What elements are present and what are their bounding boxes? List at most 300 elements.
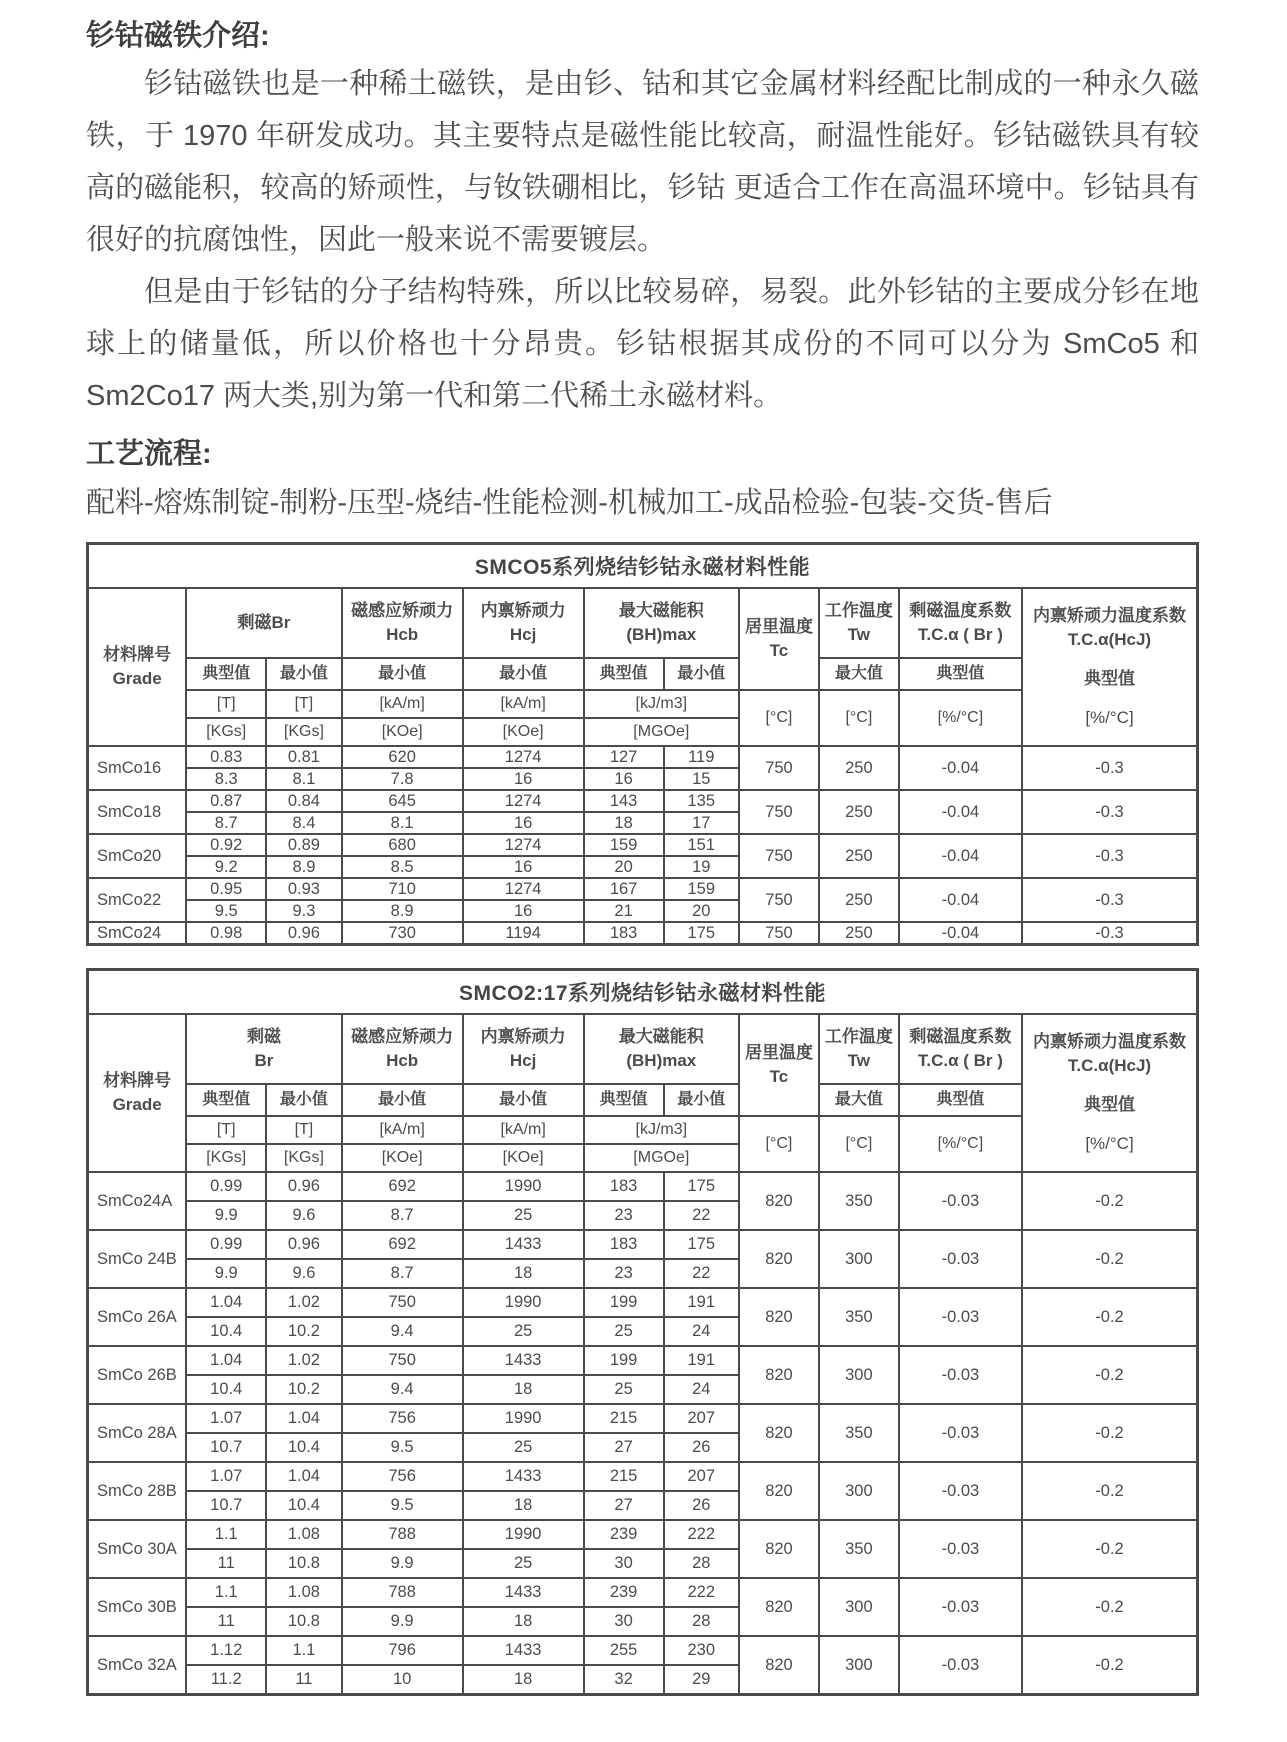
header-cell: 磁感应矫顽力 Hcb xyxy=(342,588,463,658)
table-row xyxy=(88,790,1198,812)
unit-cell: [MGOe] xyxy=(584,718,739,746)
value-cell: 0.87 xyxy=(186,790,266,812)
unit-cell: [T] xyxy=(186,690,266,718)
value-cell: 788 xyxy=(342,1578,463,1607)
unit-cell: [kJ/m3] xyxy=(584,1116,739,1144)
value-cell: 26 xyxy=(664,1433,739,1462)
value-cell: 8.9 xyxy=(342,900,463,922)
value-cell: 167 xyxy=(584,878,664,900)
value-cell: 215 xyxy=(584,1462,664,1491)
value-cell: 1990 xyxy=(463,1288,584,1317)
value-cell: -0.03 xyxy=(899,1578,1022,1636)
value-cell: -0.2 xyxy=(1022,1172,1197,1230)
value-cell: 0.89 xyxy=(266,834,341,856)
value-cell: 620 xyxy=(342,746,463,768)
table-row xyxy=(88,1404,1198,1433)
header-cell: 剩磁 Br xyxy=(186,1014,341,1084)
value-cell: 9.9 xyxy=(342,1549,463,1578)
value-cell: 16 xyxy=(463,768,584,790)
smco2-17-performance-table xyxy=(86,968,1199,1696)
value-cell: 0.98 xyxy=(186,922,266,945)
unit-cell: [T] xyxy=(266,690,341,718)
value-cell: 199 xyxy=(584,1346,664,1375)
value-cell: 350 xyxy=(819,1288,899,1346)
subheader-cell: 典型值 xyxy=(584,1084,664,1116)
value-cell: 10.7 xyxy=(186,1433,266,1462)
subheader-cell: 最小值 xyxy=(342,1084,463,1116)
value-cell: 9.6 xyxy=(266,1201,341,1230)
value-cell: 710 xyxy=(342,878,463,900)
smco5-performance-table xyxy=(86,542,1199,946)
value-cell: -0.2 xyxy=(1022,1404,1197,1462)
subheader-cell: 最小值 xyxy=(463,1084,584,1116)
value-cell: 24 xyxy=(664,1317,739,1346)
value-cell: 8.4 xyxy=(266,812,341,834)
unit-cell: [KGs] xyxy=(266,718,341,746)
value-cell: 1.08 xyxy=(266,1520,341,1549)
value-cell: -0.2 xyxy=(1022,1230,1197,1288)
unit-cell: [kA/m] xyxy=(463,690,584,718)
value-cell: 10.4 xyxy=(266,1491,341,1520)
value-cell: 10.7 xyxy=(186,1491,266,1520)
subheader-cell: 最小值 xyxy=(664,1084,739,1116)
value-cell: 222 xyxy=(664,1578,739,1607)
intro-paragraph-1: 钐钴磁铁也是一种稀土磁铁，是由钐、钴和其它金属材料经配比制成的一种永久磁铁，于 1970 年研发成功。其主要特点是磁性能比较高，耐温性能好。钐钴磁铁具有较高的磁能积，较高的矫顽性，与钕铁硼相比，钐钴 更适合工作在高温环境中。钐钴具有很好的抗腐蚀性，因此一般来说不需要镀层。 xyxy=(86,68,1199,256)
value-cell: 30 xyxy=(584,1607,664,1636)
value-cell: 0.99 xyxy=(186,1230,266,1259)
value-cell: 820 xyxy=(739,1172,819,1230)
value-cell: 9.5 xyxy=(342,1433,463,1462)
value-cell: 300 xyxy=(819,1462,899,1520)
value-cell: 350 xyxy=(819,1404,899,1462)
value-cell: 30 xyxy=(584,1549,664,1578)
subheader-cell: 典型值 xyxy=(899,658,1022,690)
unit-cell: [KGs] xyxy=(186,718,266,746)
value-cell: 22 xyxy=(664,1201,739,1230)
value-cell: 1.1 xyxy=(186,1578,266,1607)
grade-cell: SmCo 30B xyxy=(88,1578,187,1636)
value-cell: 0.96 xyxy=(266,1172,341,1201)
value-cell: 750 xyxy=(739,878,819,922)
unit-cell: [KOe] xyxy=(463,718,584,746)
unit-cell: [KGs] xyxy=(186,1144,266,1172)
value-cell: 1.04 xyxy=(266,1404,341,1433)
value-cell: 222 xyxy=(664,1520,739,1549)
value-cell: 1274 xyxy=(463,746,584,768)
unit-cell: [kA/m] xyxy=(463,1116,584,1144)
value-cell: 10.4 xyxy=(186,1375,266,1404)
value-cell: 19 xyxy=(664,856,739,878)
value-cell: 239 xyxy=(584,1578,664,1607)
unit-cell: [T] xyxy=(186,1116,266,1144)
header-grade: 材料牌号 Grade xyxy=(88,1014,187,1172)
unit-cell: [%/°C] xyxy=(899,690,1022,746)
value-cell: -0.04 xyxy=(899,834,1022,878)
value-cell: 25 xyxy=(463,1317,584,1346)
value-cell: 255 xyxy=(584,1636,664,1665)
value-cell: -0.2 xyxy=(1022,1578,1197,1636)
value-cell: 250 xyxy=(819,834,899,878)
value-cell: 820 xyxy=(739,1404,819,1462)
value-cell: 1.07 xyxy=(186,1462,266,1491)
header-tc: 居里温度 Tc xyxy=(739,1014,819,1116)
subheader-cell: 典型值 xyxy=(899,1084,1022,1116)
value-cell: 9.9 xyxy=(186,1259,266,1288)
value-cell: 9.4 xyxy=(342,1375,463,1404)
value-cell: 16 xyxy=(584,768,664,790)
value-cell: 25 xyxy=(463,1549,584,1578)
value-cell: 1433 xyxy=(463,1636,584,1665)
value-cell: 820 xyxy=(739,1520,819,1578)
value-cell: 9.6 xyxy=(266,1259,341,1288)
value-cell: 17 xyxy=(664,812,739,834)
value-cell: -0.2 xyxy=(1022,1346,1197,1404)
value-cell: 750 xyxy=(739,790,819,834)
value-cell: 18 xyxy=(463,1259,584,1288)
value-cell: 250 xyxy=(819,922,899,945)
value-cell: 0.96 xyxy=(266,1230,341,1259)
unit-cell: [°C] xyxy=(819,690,899,746)
table-title: SMCO2:17系列烧结钐钴永磁材料性能 xyxy=(88,970,1198,1015)
value-cell: 28 xyxy=(664,1607,739,1636)
value-cell: 300 xyxy=(819,1578,899,1636)
grade-cell: SmCo 26B xyxy=(88,1346,187,1404)
table-row xyxy=(88,922,1198,945)
value-cell: -0.04 xyxy=(899,878,1022,922)
value-cell: 1.1 xyxy=(266,1636,341,1665)
value-cell: 820 xyxy=(739,1462,819,1520)
grade-cell: SmCo 26A xyxy=(88,1288,187,1346)
table-row xyxy=(88,746,1198,768)
grade-cell: SmCo16 xyxy=(88,746,187,790)
value-cell: -0.03 xyxy=(899,1462,1022,1520)
value-cell: 183 xyxy=(584,1172,664,1201)
table-row xyxy=(88,1578,1198,1607)
header-grade: 材料牌号 Grade xyxy=(88,588,187,746)
header-cell: 最大磁能积 (BH)max xyxy=(584,1014,739,1084)
value-cell: 8.9 xyxy=(266,856,341,878)
unit-cell: [%/°C] xyxy=(899,1116,1022,1172)
header-tc: 居里温度 Tc xyxy=(739,588,819,690)
unit-cell: [°C] xyxy=(739,690,819,746)
value-cell: 10.4 xyxy=(186,1317,266,1346)
value-cell: 10 xyxy=(342,1665,463,1695)
grade-cell: SmCo 30A xyxy=(88,1520,187,1578)
value-cell: 7.8 xyxy=(342,768,463,790)
value-cell: 18 xyxy=(463,1375,584,1404)
value-cell: 20 xyxy=(584,856,664,878)
value-cell: -0.3 xyxy=(1022,922,1197,945)
table-row xyxy=(88,1346,1198,1375)
value-cell: 191 xyxy=(664,1288,739,1317)
table-row xyxy=(88,1230,1198,1259)
value-cell: 756 xyxy=(342,1462,463,1491)
table-row xyxy=(88,1288,1198,1317)
value-cell: -0.3 xyxy=(1022,790,1197,834)
value-cell: 175 xyxy=(664,1230,739,1259)
subheader-cell: 最小值 xyxy=(266,1084,341,1116)
value-cell: 750 xyxy=(342,1288,463,1317)
grade-cell: SmCo24A xyxy=(88,1172,187,1230)
value-cell: 1433 xyxy=(463,1230,584,1259)
value-cell: 9.5 xyxy=(342,1491,463,1520)
value-cell: 18 xyxy=(463,1665,584,1695)
value-cell: 239 xyxy=(584,1520,664,1549)
value-cell: 27 xyxy=(584,1433,664,1462)
value-cell: 300 xyxy=(819,1636,899,1695)
value-cell: 175 xyxy=(664,1172,739,1201)
value-cell: 16 xyxy=(463,900,584,922)
value-cell: -0.03 xyxy=(899,1404,1022,1462)
header-cell: 磁感应矫顽力 Hcb xyxy=(342,1014,463,1084)
value-cell: 23 xyxy=(584,1201,664,1230)
value-cell: 350 xyxy=(819,1172,899,1230)
value-cell: 28 xyxy=(664,1549,739,1578)
header-tca-br: 剩磁温度系数 T.C.α ( Br ) xyxy=(899,588,1022,658)
subheader-cell: 典型值 xyxy=(186,1084,266,1116)
unit-cell: [kJ/m3] xyxy=(584,690,739,718)
value-cell: 692 xyxy=(342,1230,463,1259)
value-cell: 25 xyxy=(463,1201,584,1230)
value-cell: 230 xyxy=(664,1636,739,1665)
value-cell: 11.2 xyxy=(186,1665,266,1695)
grade-cell: SmCo 24B xyxy=(88,1230,187,1288)
value-cell: 24 xyxy=(664,1375,739,1404)
value-cell: 1433 xyxy=(463,1578,584,1607)
grade-cell: SmCo24 xyxy=(88,922,187,945)
value-cell: 22 xyxy=(664,1259,739,1288)
value-cell: 215 xyxy=(584,1404,664,1433)
value-cell: 32 xyxy=(584,1665,664,1695)
value-cell: 9.4 xyxy=(342,1317,463,1346)
value-cell: 29 xyxy=(664,1665,739,1695)
header-cell: 内禀矫顽力 Hcj xyxy=(463,1014,584,1084)
value-cell: 10.4 xyxy=(266,1433,341,1462)
value-cell: 10.2 xyxy=(266,1317,341,1346)
value-cell: 16 xyxy=(463,856,584,878)
grade-cell: SmCo 32A xyxy=(88,1636,187,1695)
value-cell: 820 xyxy=(739,1230,819,1288)
value-cell: 23 xyxy=(584,1259,664,1288)
value-cell: 1433 xyxy=(463,1346,584,1375)
intro-heading: 钐钴磁铁介绍: xyxy=(86,20,270,52)
header-tw: 工作温度 Tw xyxy=(819,1014,899,1084)
value-cell: 1990 xyxy=(463,1520,584,1549)
subheader-cell: 最小值 xyxy=(463,658,584,690)
value-cell: 820 xyxy=(739,1578,819,1636)
value-cell: 1274 xyxy=(463,790,584,812)
value-cell: 10.8 xyxy=(266,1607,341,1636)
table-row xyxy=(88,878,1198,900)
value-cell: 18 xyxy=(584,812,664,834)
subheader-cell: 典型值 xyxy=(186,658,266,690)
value-cell: 1.04 xyxy=(186,1288,266,1317)
value-cell: 25 xyxy=(584,1317,664,1346)
header-tca-br: 剩磁温度系数 T.C.α ( Br ) xyxy=(899,1014,1022,1084)
value-cell: 750 xyxy=(342,1346,463,1375)
value-cell: 0.93 xyxy=(266,878,341,900)
grade-cell: SmCo22 xyxy=(88,878,187,922)
value-cell: -0.2 xyxy=(1022,1462,1197,1520)
unit-cell: [kA/m] xyxy=(342,1116,463,1144)
value-cell: 1.12 xyxy=(186,1636,266,1665)
value-cell: 8.7 xyxy=(186,812,266,834)
value-cell: 8.1 xyxy=(266,768,341,790)
grade-cell: SmCo18 xyxy=(88,790,187,834)
grade-cell: SmCo20 xyxy=(88,834,187,878)
value-cell: 191 xyxy=(664,1346,739,1375)
subheader-cell: 最小值 xyxy=(664,658,739,690)
value-cell: -0.03 xyxy=(899,1636,1022,1695)
value-cell: 11 xyxy=(186,1549,266,1578)
unit-cell: [T] xyxy=(266,1116,341,1144)
value-cell: 175 xyxy=(664,922,739,945)
value-cell: 119 xyxy=(664,746,739,768)
value-cell: -0.03 xyxy=(899,1230,1022,1288)
value-cell: 8.3 xyxy=(186,768,266,790)
value-cell: 796 xyxy=(342,1636,463,1665)
value-cell: -0.2 xyxy=(1022,1520,1197,1578)
value-cell: 0.83 xyxy=(186,746,266,768)
value-cell: -0.3 xyxy=(1022,746,1197,790)
value-cell: 0.84 xyxy=(266,790,341,812)
table-row xyxy=(88,1462,1198,1491)
grade-cell: SmCo 28B xyxy=(88,1462,187,1520)
unit-cell: [°C] xyxy=(739,1116,819,1172)
value-cell: 730 xyxy=(342,922,463,945)
value-cell: -0.03 xyxy=(899,1288,1022,1346)
table-row xyxy=(88,1172,1198,1201)
value-cell: 750 xyxy=(739,922,819,945)
value-cell: 207 xyxy=(664,1404,739,1433)
value-cell: 1274 xyxy=(463,834,584,856)
unit-cell: [kA/m] xyxy=(342,690,463,718)
value-cell: 20 xyxy=(664,900,739,922)
value-cell: 1.1 xyxy=(186,1520,266,1549)
header-tca-hcj: 内禀矫顽力温度系数 T.C.α(HcJ) 典型值 [%/°C] xyxy=(1022,588,1197,746)
value-cell: 1990 xyxy=(463,1404,584,1433)
value-cell: 0.92 xyxy=(186,834,266,856)
value-cell: 1990 xyxy=(463,1172,584,1201)
unit-cell: [KOe] xyxy=(342,1144,463,1172)
value-cell: 135 xyxy=(664,790,739,812)
value-cell: 159 xyxy=(664,878,739,900)
value-cell: -0.2 xyxy=(1022,1636,1197,1695)
header-cell: 最大磁能积 (BH)max xyxy=(584,588,739,658)
value-cell: 27 xyxy=(584,1491,664,1520)
value-cell: 18 xyxy=(463,1491,584,1520)
value-cell: 9.3 xyxy=(266,900,341,922)
unit-cell: [°C] xyxy=(819,1116,899,1172)
value-cell: -0.04 xyxy=(899,746,1022,790)
value-cell: 26 xyxy=(664,1491,739,1520)
value-cell: 8.7 xyxy=(342,1201,463,1230)
subheader-cell: 最大值 xyxy=(819,1084,899,1116)
value-cell: 143 xyxy=(584,790,664,812)
value-cell: 750 xyxy=(739,746,819,790)
value-cell: 15 xyxy=(664,768,739,790)
value-cell: 1.07 xyxy=(186,1404,266,1433)
header-tw: 工作温度 Tw xyxy=(819,588,899,658)
value-cell: 11 xyxy=(186,1607,266,1636)
intro-paragraph-2: 但是由于钐钴的分子结构特殊，所以比较易碎，易裂。此外钐钴的主要成分钐在地球上的储量低，所以价格也十分昂贵。钐钴根据其成份的不同可以分为 SmCo5 和 Sm2Co17 两大类,别为第一代和第二代稀土永磁材料。 xyxy=(86,276,1199,412)
value-cell: 0.95 xyxy=(186,878,266,900)
unit-cell: [KGs] xyxy=(266,1144,341,1172)
unit-cell: [KOe] xyxy=(463,1144,584,1172)
value-cell: 0.81 xyxy=(266,746,341,768)
value-cell: 300 xyxy=(819,1230,899,1288)
value-cell: 9.2 xyxy=(186,856,266,878)
value-cell: 8.7 xyxy=(342,1259,463,1288)
value-cell: 127 xyxy=(584,746,664,768)
value-cell: 1.04 xyxy=(186,1346,266,1375)
value-cell: 18 xyxy=(463,1607,584,1636)
subheader-cell: 最小值 xyxy=(342,658,463,690)
value-cell: 1274 xyxy=(463,878,584,900)
value-cell: 9.5 xyxy=(186,900,266,922)
value-cell: 21 xyxy=(584,900,664,922)
subheader-cell: 最小值 xyxy=(266,658,341,690)
value-cell: 1.02 xyxy=(266,1346,341,1375)
value-cell: 9.9 xyxy=(342,1607,463,1636)
value-cell: 183 xyxy=(584,1230,664,1259)
value-cell: 0.99 xyxy=(186,1172,266,1201)
value-cell: 159 xyxy=(584,834,664,856)
value-cell: 11 xyxy=(266,1665,341,1695)
header-cell: 剩磁Br xyxy=(186,588,341,658)
value-cell: 300 xyxy=(819,1346,899,1404)
value-cell: 1433 xyxy=(463,1462,584,1491)
value-cell: -0.2 xyxy=(1022,1288,1197,1346)
value-cell: 151 xyxy=(664,834,739,856)
value-cell: 250 xyxy=(819,878,899,922)
value-cell: 199 xyxy=(584,1288,664,1317)
value-cell: 820 xyxy=(739,1288,819,1346)
value-cell: 692 xyxy=(342,1172,463,1201)
unit-cell: [MGOe] xyxy=(584,1144,739,1172)
value-cell: 0.96 xyxy=(266,922,341,945)
header-cell: 内禀矫顽力 Hcj xyxy=(463,588,584,658)
value-cell: 25 xyxy=(463,1433,584,1462)
value-cell: 207 xyxy=(664,1462,739,1491)
value-cell: 645 xyxy=(342,790,463,812)
value-cell: 820 xyxy=(739,1346,819,1404)
header-tca-hcj: 内禀矫顽力温度系数 T.C.α(HcJ) 典型值 [%/°C] xyxy=(1022,1014,1197,1172)
value-cell: 16 xyxy=(463,812,584,834)
value-cell: -0.04 xyxy=(899,790,1022,834)
value-cell: 350 xyxy=(819,1520,899,1578)
table-title: SMCO5系列烧结钐钴永磁材料性能 xyxy=(88,544,1198,589)
value-cell: -0.03 xyxy=(899,1346,1022,1404)
table-row xyxy=(88,834,1198,856)
value-cell: 25 xyxy=(584,1375,664,1404)
table-row xyxy=(88,1636,1198,1665)
value-cell: 8.5 xyxy=(342,856,463,878)
value-cell: 183 xyxy=(584,922,664,945)
value-cell: -0.3 xyxy=(1022,878,1197,922)
process-flow-text: 配料-熔炼制锭-制粉-压型-烧结-性能检测-机械加工-成品检验-包装-交货-售后 xyxy=(86,487,1053,519)
value-cell: 9.9 xyxy=(186,1201,266,1230)
value-cell: -0.3 xyxy=(1022,834,1197,878)
value-cell: 1194 xyxy=(463,922,584,945)
value-cell: 10.8 xyxy=(266,1549,341,1578)
value-cell: 10.2 xyxy=(266,1375,341,1404)
value-cell: 1.04 xyxy=(266,1462,341,1491)
unit-cell: [KOe] xyxy=(342,718,463,746)
value-cell: 1.08 xyxy=(266,1578,341,1607)
subheader-cell: 典型值 xyxy=(584,658,664,690)
value-cell: 8.1 xyxy=(342,812,463,834)
